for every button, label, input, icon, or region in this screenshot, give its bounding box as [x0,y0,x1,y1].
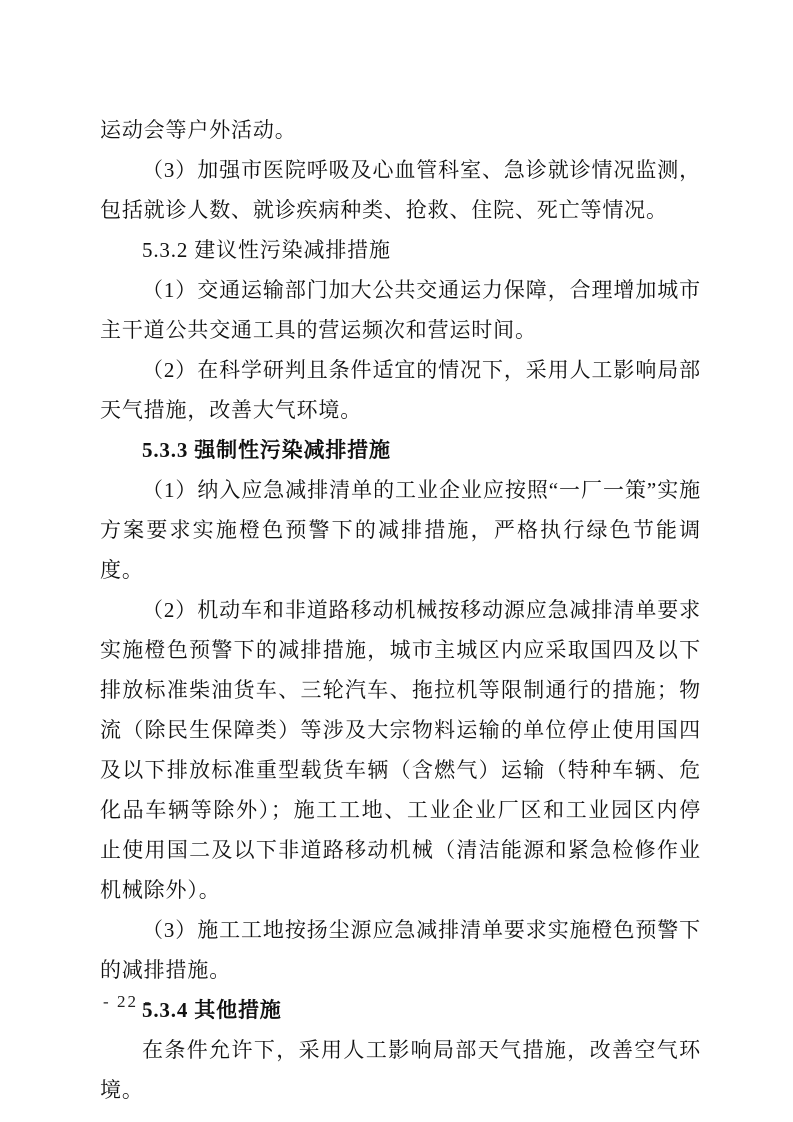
section-heading-5-3-4: 5.3.4 其他措施 [142,998,282,1022]
paragraph: （3）加强市医院呼吸及心血管科室、急诊就诊情况监测，包括就诊人数、就诊疾病种类、抢救、住院、死亡等情况。 [100,158,701,222]
paragraph-continued: 运动会等户外活动。 [100,118,297,142]
paragraph: 在条件允许下，采用人工影响局部天气措施，改善空气环境。 [100,1038,701,1102]
section-heading-5-3-2: 5.3.2 建议性污染减排措施 [142,238,391,262]
paragraph: （1）交通运输部门加大公共交通运力保障，合理增加城市主干道公共交通工具的营运频次和营运时间。 [100,278,701,342]
section-heading-5-3-3: 5.3.3 强制性污染减排措施 [142,438,391,462]
paragraph: （3）施工工地按扬尘源应急减排清单要求实施橙色预警下的减排措施。 [100,918,701,982]
page-footer [103,992,152,1012]
document-body [100,110,701,1110]
paragraph: （2）机动车和非道路移动机械按移动源应急减排清单要求实施橙色预警下的减排措施，城市主城区内应采取国四及以下排放标准柴油货车、三轮汽车、拖拉机等限制通行的措施；物流（除民生保障类）等涉及大宗物料运输的单位停止使用国四及以下排放标准重型载货车辆（含燃气）运输（特种车辆、危化品车辆等除外）；施工工地、工业企业厂区和工业园区内停止使用国二及以下非道路移动机械（清洁能源和紧急检修作业机械除外）。 [100,598,701,902]
paragraph: （1）纳入应急减排清单的工业企业应按照“一厂一策”实施方案要求实施橙色预警下的减排措施，严格执行绿色节能调度。 [100,478,701,582]
paragraph: （2）在科学研判且条件适宜的情况下，采用人工影响局部天气措施，改善大气环境。 [100,358,701,422]
page-number: - 22 - [103,992,153,1011]
